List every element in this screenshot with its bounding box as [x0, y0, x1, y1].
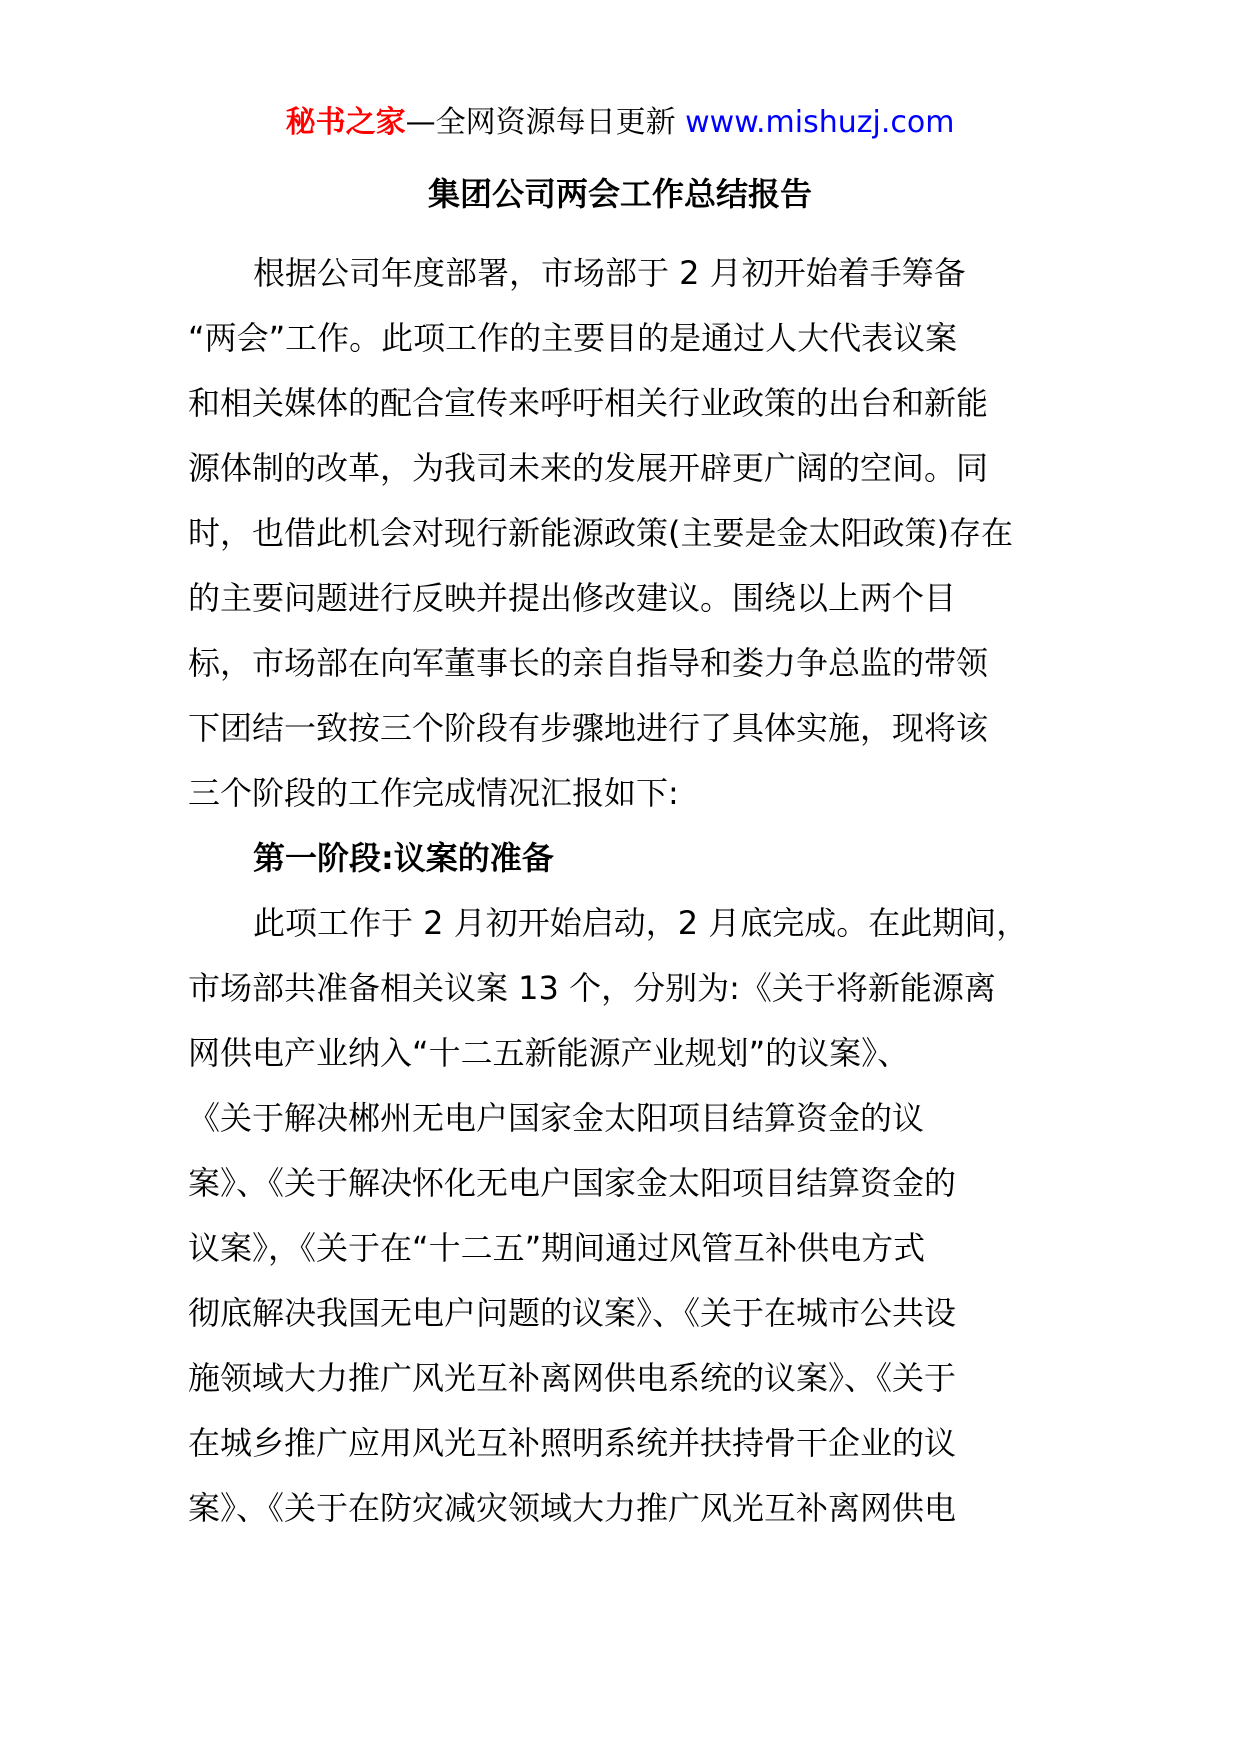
- section-heading: 第一阶段:议案的准备: [253, 839, 554, 877]
- paragraph-line: 市场部共准备相关议案 13 个，分别为:《关于将新能源离: [188, 969, 996, 1007]
- paragraph-line: “两会”工作。此项工作的主要目的是通过人大代表议案: [188, 319, 958, 357]
- site-header: [0, 101, 1240, 145]
- paragraph-line: 案》、《关于在防灾减灾领域大力推广风光互补离网供电: [188, 1489, 957, 1527]
- document-body: [188, 241, 1068, 1541]
- paragraph-line: 下团结一致按三个阶段有步骤地进行了具体实施，现将该: [188, 709, 989, 747]
- paragraph-line: 根据公司年度部署，市场部于 2 月初开始着手筹备: [253, 254, 966, 292]
- paragraph-line: 此项工作于 2 月初开始启动，2 月底完成。在此期间，: [253, 904, 1029, 942]
- site-tagline: —全网资源每日更新: [405, 105, 686, 140]
- paragraph-line: 标，市场部在向军董事长的亲自指导和娄力争总监的带领: [188, 644, 989, 682]
- paragraph-line: 三个阶段的工作完成情况汇报如下:: [188, 774, 679, 812]
- paragraph-line: 的主要问题进行反映并提出修改建议。围绕以上两个目: [188, 579, 957, 617]
- paragraph-line: 施领域大力推广风光互补离网供电系统的议案》、《关于: [188, 1359, 957, 1397]
- paragraph-line: 在城乡推广应用风光互补照明系统并扶持骨干企业的议: [188, 1424, 957, 1462]
- paragraph-line: 议案》，《关于在“十二五”期间通过风管互补供电方式: [188, 1229, 926, 1267]
- site-url-link[interactable]: www.mishuzj.com: [685, 105, 955, 140]
- paragraph-line: 源体制的改革，为我司未来的发展开辟更广阔的空间。同: [188, 449, 989, 487]
- document-title: 集团公司两会工作总结报告: [427, 175, 812, 213]
- brand-name: 秘书之家: [285, 105, 406, 140]
- paragraph-line: 案》、《关于解决怀化无电户国家金太阳项目结算资金的: [188, 1164, 957, 1202]
- paragraph-line: 时，也借此机会对现行新能源政策(主要是金太阳政策)存在: [188, 514, 1013, 552]
- paragraph-line: 彻底解决我国无电户问题的议案》、《关于在城市公共设: [188, 1294, 957, 1332]
- paragraph-line: 网供电产业纳入“十二五新能源产业规划”的议案》、: [188, 1034, 910, 1072]
- paragraph-line: 《关于解决郴州无电户国家金太阳项目结算资金的议: [188, 1099, 925, 1137]
- paragraph-line: 和相关媒体的配合宣传来呼吁相关行业政策的出台和新能: [188, 384, 989, 422]
